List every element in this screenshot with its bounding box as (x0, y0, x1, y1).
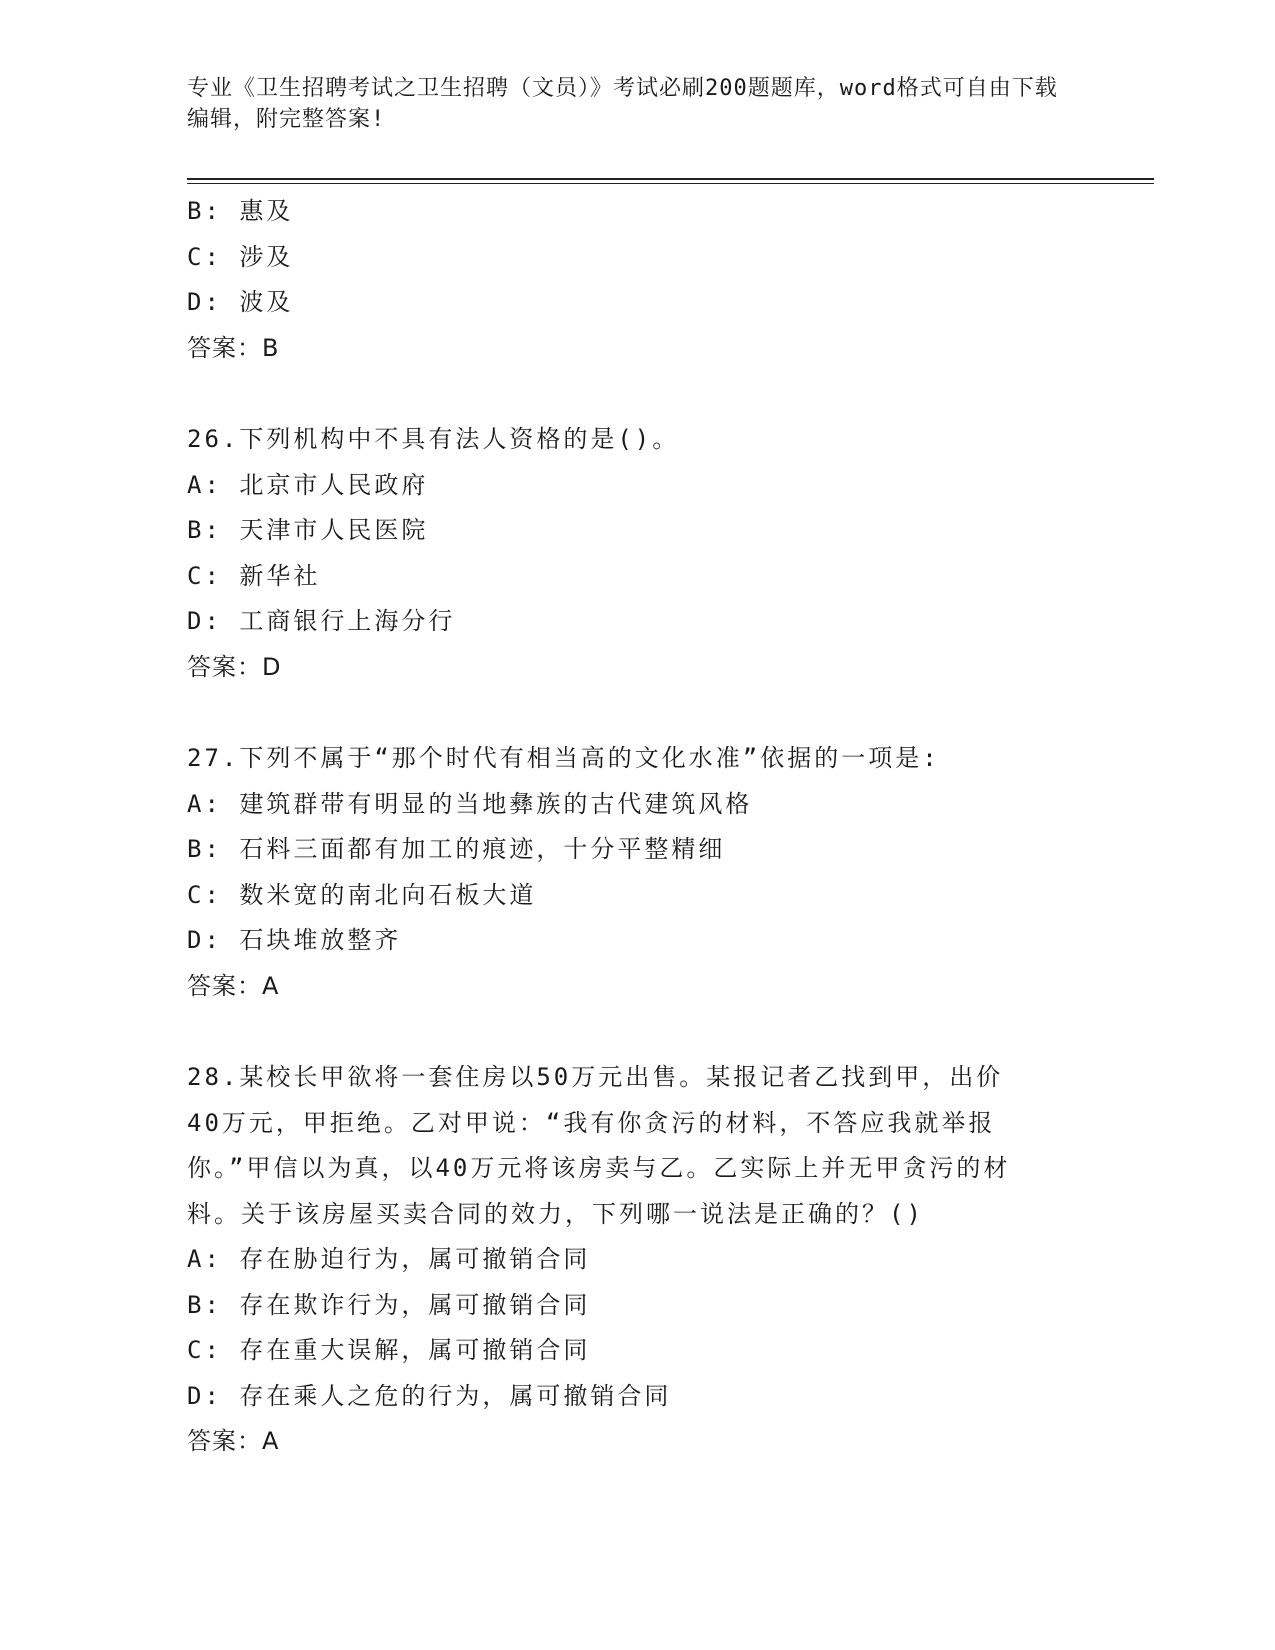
option-text: 存在重大误解，属可撤销合同 (239, 1336, 591, 1364)
question-stem: 28.某校长甲欲将一套住房以50万元出售。某报记者乙找到甲，出价40万元，甲拒绝。乙对甲说：“我有你贪污的材料，不答应我就举报你。”甲信以为真，以40万元将该房卖与乙。乙实际上并无甲贪污的材料。关于该房屋买卖合同的效力，下列哪一说法是正确的？() (187, 1063, 1011, 1228)
option-label: D: (187, 288, 222, 316)
option-a (187, 782, 1087, 828)
option-text: 建筑群带有明显的当地彝族的古代建筑风格 (239, 789, 753, 818)
option-text: 天津市人民医院 (239, 516, 429, 544)
option-a (187, 1237, 1087, 1283)
option-label: A: (187, 1245, 222, 1273)
option-text: 涉及 (239, 242, 294, 271)
answer: 答案：B (187, 333, 280, 362)
question-stem: 26.下列机构中不具有法人资格的是()。 (187, 425, 680, 453)
page-header: 专业《卫生招聘考试之卫生招聘（文员）》考试必刷200题题库，word格式可自由下载编辑，附完整答案! (187, 76, 1058, 132)
option-b (187, 508, 1087, 554)
option-label: A: (187, 789, 222, 818)
answer: 答案：A (187, 971, 280, 1000)
option-text: 新华社 (239, 561, 321, 590)
option-text: 数米宽的南北向石板大道 (239, 880, 537, 909)
option-text: 石块堆放整齐 (239, 926, 402, 954)
option-label: A: (187, 470, 222, 499)
question-26 (187, 417, 1087, 690)
previous-question-tail (187, 189, 1087, 371)
option-d (187, 280, 1087, 326)
option-c (187, 235, 1087, 281)
option-label: C: (187, 561, 222, 590)
option-label: D: (187, 926, 222, 954)
option-label: B: (187, 835, 222, 863)
answer: 答案：D (187, 652, 282, 681)
option-b (187, 1283, 1087, 1329)
question-28 (187, 1055, 1087, 1465)
option-text: 工商银行上海分行 (239, 607, 456, 635)
header-divider-thin (187, 183, 1154, 184)
question-27 (187, 736, 1087, 1009)
option-label: C: (187, 880, 222, 909)
option-c (187, 1328, 1087, 1374)
option-label: C: (187, 242, 222, 271)
spacer (187, 1009, 1087, 1055)
option-label: B: (187, 1290, 222, 1319)
option-c (187, 554, 1087, 600)
option-text: 存在胁迫行为，属可撤销合同 (239, 1245, 591, 1273)
option-label: D: (187, 1381, 222, 1410)
option-c (187, 873, 1087, 919)
option-text: 北京市人民政府 (239, 470, 429, 499)
option-a (187, 463, 1087, 509)
option-text: 存在欺诈行为，属可撤销合同 (239, 1290, 591, 1319)
option-label: C: (187, 1336, 222, 1364)
option-d (187, 599, 1087, 645)
option-b (187, 827, 1087, 873)
question-stem: 27.下列不属于“那个时代有相当高的文化水准”依据的一项是: (187, 744, 940, 772)
option-d (187, 918, 1087, 964)
option-d (187, 1374, 1087, 1420)
spacer (187, 371, 1087, 417)
header-divider-thick (187, 178, 1154, 180)
option-b (187, 189, 1087, 235)
option-label: B: (187, 516, 222, 544)
option-label: B: (187, 197, 222, 225)
option-text: 存在乘人之危的行为，属可撤销合同 (239, 1381, 672, 1410)
spacer (187, 690, 1087, 736)
option-text: 惠及 (239, 197, 294, 225)
option-text: 石料三面都有加工的痕迹，十分平整精细 (239, 835, 726, 863)
answer: 答案：A (187, 1427, 280, 1455)
question-list (187, 189, 1087, 1465)
option-label: D: (187, 607, 222, 635)
option-text: 波及 (239, 288, 294, 316)
